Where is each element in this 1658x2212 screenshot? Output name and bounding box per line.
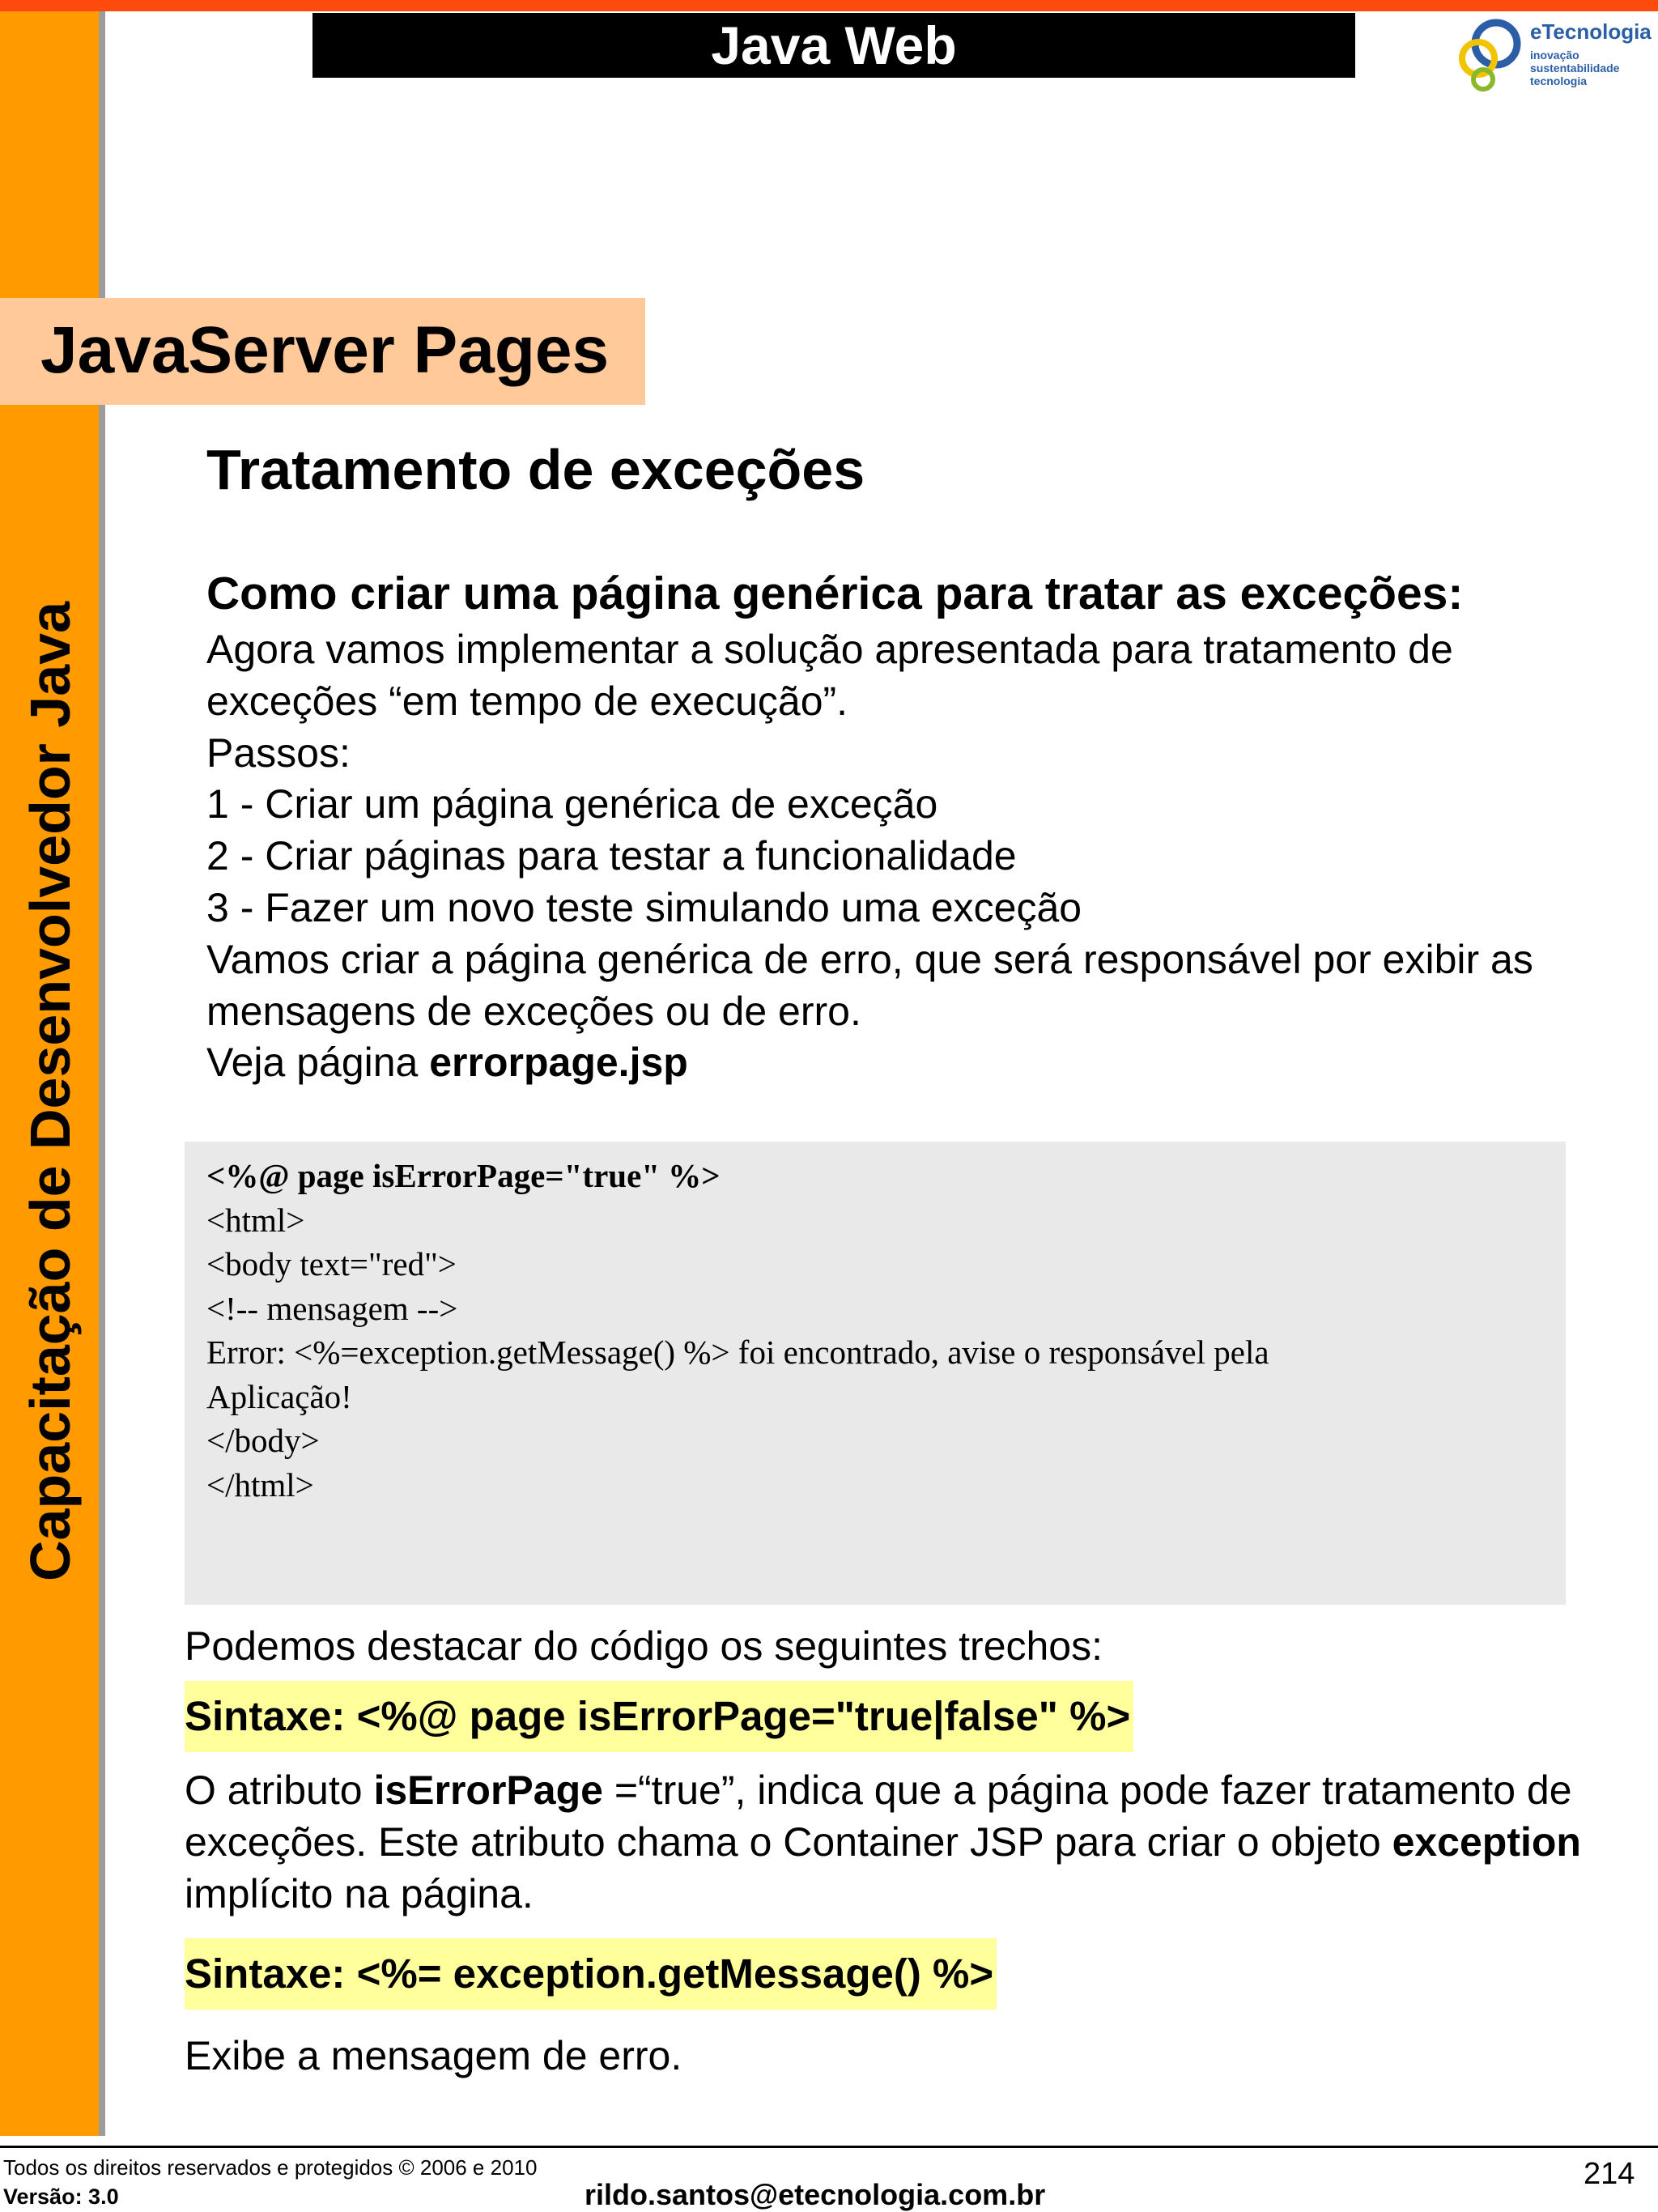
create-paragraph: Vamos criar a página genérica de erro, que será responsável por exibir as mensagens de exceções ou de erro. [206, 936, 1533, 1034]
code-line: Aplicação! [206, 1377, 352, 1415]
logo-tagline-1: inovação [1530, 49, 1579, 62]
step-item: 3 - Fazer um novo teste simulando uma exceção [206, 884, 1082, 930]
code-line: </body> [206, 1422, 320, 1459]
see-file-name: errorpage.jsp [429, 1040, 688, 1086]
step-item: 2 - Criar páginas para testar a funcionalidade [206, 833, 1017, 879]
syntax-highlight-1: Sintaxe: <%@ page isErrorPage="true|false" %> [185, 1681, 1133, 1752]
code-line: Error: <%=exception.getMessage() %> foi encontrado, avise o responsável pela [206, 1334, 1269, 1371]
footer-rights: Todos os direitos reservados e protegidos © 2006 e 2010 [3, 2155, 538, 2180]
attr-name: isErrorPage [373, 1767, 603, 1813]
slide-body [206, 563, 1599, 1089]
page-number: 214 [1584, 2157, 1635, 2191]
code-line: <%@ page isErrorPage="true" %> [206, 1157, 721, 1194]
attr-prefix: O atributo [185, 1767, 374, 1813]
section-title: JavaServer Pages [40, 313, 610, 387]
attr-object: exception [1392, 1819, 1581, 1865]
footer-version: Versão: 3.0 [3, 2184, 119, 2209]
attr-middle: =“true”, indica que a página pode fazer tratamento de exceções. Este atributo chama o Container JSP para criar o objeto [185, 1767, 1572, 1865]
logo-rings-icon [1449, 15, 1527, 96]
howto-heading: Como criar uma página genérica para tratar as exceções: [206, 568, 1464, 619]
code-line: <body text="red"> [206, 1245, 457, 1283]
etecnologia-logo [1449, 15, 1656, 96]
code-line: <html> [206, 1201, 305, 1239]
syntax-highlight-2: Sintaxe: <%= exception.getMessage() %> [185, 1938, 997, 2010]
code-listing [206, 1154, 1550, 1507]
logo-tagline-3: tecnologia [1530, 74, 1588, 87]
highlight-intro: Podemos destacar do código os seguintes trechos: [185, 1623, 1103, 1669]
footer-email: rildo.santos@etecnologia.com.br [585, 2178, 1046, 2211]
top-accent-bar [0, 0, 1658, 11]
attribute-paragraph [185, 1765, 1609, 1920]
code-line: </html> [206, 1465, 314, 1504]
attr-suffix: implícito na página. [185, 1870, 534, 1916]
slide-subtitle: Tratamento de exceções [206, 438, 865, 501]
logo-name: eTecnologia [1530, 19, 1652, 44]
display-text: Exibe a mensagem de erro. [185, 2033, 682, 2078]
footer-divider [0, 2146, 1658, 2148]
see-prefix: Veja página [206, 1040, 430, 1086]
steps-label: Passos: [206, 730, 351, 776]
step-item: 1 - Criar um página genérica de exceção [206, 781, 938, 827]
header-title: Java Web [312, 13, 1355, 78]
see-page-line [206, 1037, 1599, 1089]
code-line: <!-- mensagem --> [206, 1289, 458, 1327]
sidebar-vertical-title: Capacitação de Desenvolvedor Java [19, 601, 82, 1582]
logo-tagline-2: sustentabilidade [1530, 62, 1620, 74]
intro-paragraph: Agora vamos implementar a solução apresentada para tratamento de exceções “em tempo de execução”. [206, 627, 1453, 724]
